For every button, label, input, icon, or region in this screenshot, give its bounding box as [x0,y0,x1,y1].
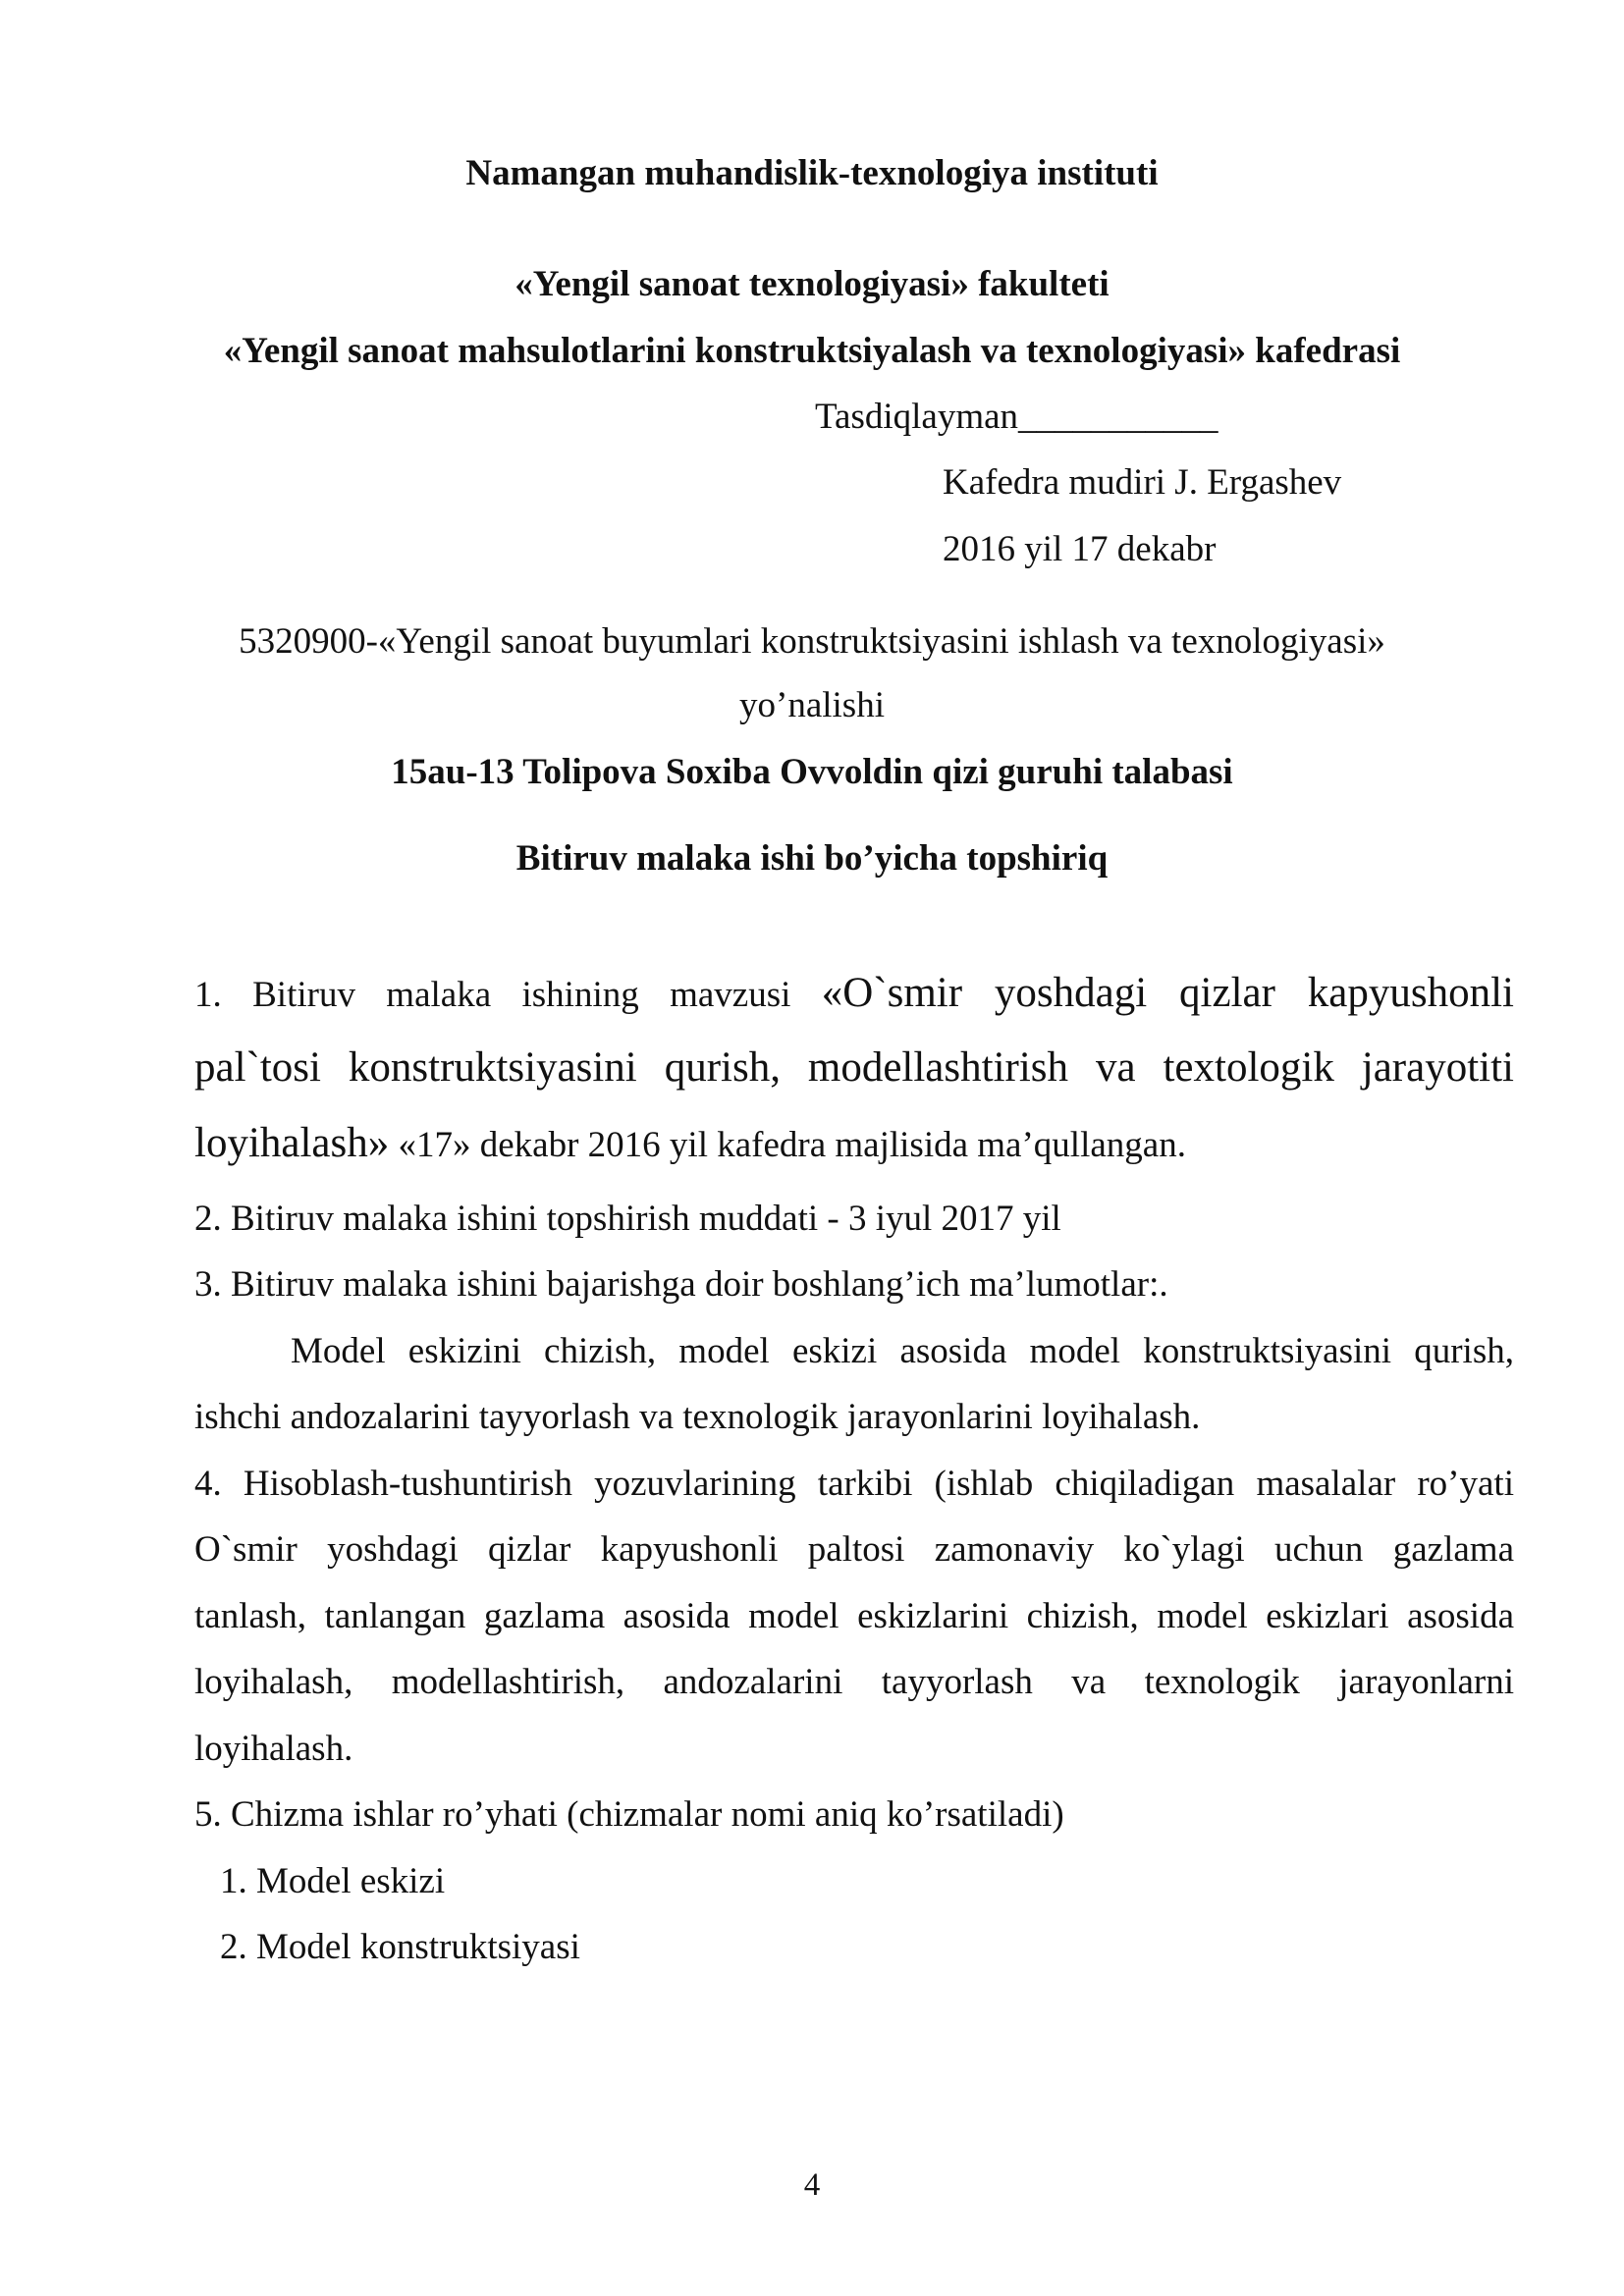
direction-code-line: 5320900-«Yengil sanoat buyumlari konstruktsiyasini ishlash va texnologiyasi» [239,621,1385,662]
faculty-title: «Yengil sanoat texnologiyasi» fakulteti [514,264,1110,304]
drawing-list-item: 1. Model eskizi [220,1861,446,1901]
item-3-body-line-2: ishchi andozalarini tayyorlash va texnologik jarayonlarini loyihalash. [194,1397,1201,1437]
drawing-list-item: 2. Model konstruktsiyasi [220,1927,580,1967]
department-title: «Yengil sanoat mahsulotlarini konstruktsiyalash va texnologiyasi» kafedrasi [223,331,1401,371]
page-number: 4 [803,2167,821,2203]
direction-label: yo’nalishi [739,685,885,725]
student-line: 15au-13 Tolipova Soxiba Ovvoldin qizi guruhi talabasi [391,752,1233,792]
item-1-topic-line-2: pal`tosi konstruktsiyasini qurish, modellashtirish va textologik jarayotiti [194,1044,1514,1091]
approval-date: 2016 yil 17 dekabr [943,529,1217,569]
item-1-rest: «17» dekabr 2016 yil kafedra majlisida ma’qullangan. [389,1125,1186,1165]
item-1-prefix: 1. Bitiruv malaka ishining mavzusi [194,975,791,1015]
item-2: 2. Bitiruv malaka ishini topshirish muddati - 3 iyul 2017 yil [194,1199,1061,1239]
item-4-line-5: loyihalash. [194,1729,353,1769]
item-4-line-3: tanlash, tanlangan gazlama asosida model eskizlarini chizish, model eskizlari asosida [194,1596,1514,1636]
item-1-line-3 [194,1122,1186,1167]
document-title: Bitiruv malaka ishi bo’yicha topshiriq [515,838,1109,879]
item-3: 3. Bitiruv malaka ishini bajarishga doir boshlang’ich ma’lumotlar:. [194,1264,1168,1305]
item-1-topic-end: loyihalash» [194,1120,390,1166]
approval-head: Kafedra mudiri J. Ergashev [943,462,1342,503]
item-4-line-4: loyihalash, modellashtirish, andozalarini tayyorlash va texnologik jarayonlarni [194,1662,1514,1702]
approval-label: Tasdiqlayman___________ [815,397,1218,437]
item-4-line-1: 4. Hisoblash-tushuntirish yozuvlarining tarkibi (ishlab chiqiladigan masalalar ro’yati [194,1464,1514,1504]
item-3-body-line-1: Model eskizini chizish, model eskizi asosida model konstruktsiyasini qurish, [291,1331,1514,1371]
item-4-line-2: O`smir yoshdagi qizlar kapyushonli paltosi zamonaviy ko`ylagi uchun gazlama [194,1529,1514,1570]
item-1-topic-start: «O`smir yoshdagi qizlar kapyushonli [821,970,1514,1016]
institute-title: Namangan muhandislik-texnologiya instituti [465,153,1159,193]
item-5: 5. Chizma ishlar ro’yhati (chizmalar nomi aniq ko’rsatiladi) [194,1794,1064,1835]
item-1-line-1 [194,972,1514,1017]
